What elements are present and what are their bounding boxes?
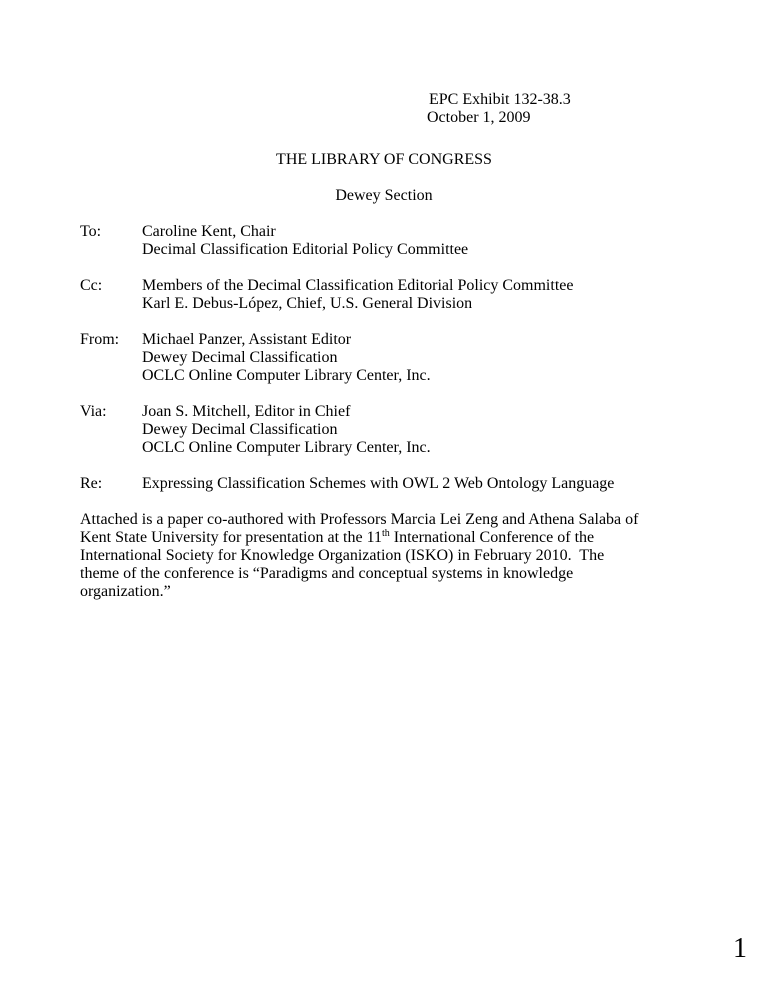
body-line [80,529,720,547]
body-line: International Society for Knowledge Organization (ISKO) in February 2010. The [80,547,605,564]
body-line: organization.” [80,583,171,600]
body-line: Attached is a paper co-authored with Professors Marcia Lei Zeng and Athena Salaba of [80,511,639,528]
page-number: 1 [733,933,747,964]
body-line: theme of the conference is “Paradigms and conceptual systems in knowledge [80,565,574,582]
via-label: Via: [80,403,107,420]
from-label: From: [80,331,120,348]
to-line: Caroline Kent, Chair [142,223,276,240]
to-line: Decimal Classification Editorial Policy Committee [142,241,469,258]
from-line: Dewey Decimal Classification [142,349,338,366]
from-line: Michael Panzer, Assistant Editor [142,331,352,348]
cc-line: Karl E. Debus-López, Chief, U.S. General Division [142,295,473,312]
section-title: Dewey Section [335,187,433,204]
exhibit-number: EPC Exhibit 132-38.3 [429,91,571,108]
body-paragraph [80,511,720,601]
memo-date: October 1, 2009 [427,109,531,126]
via-line: OCLC Online Computer Library Center, Inc. [142,439,431,456]
to-label: To: [80,223,102,240]
cc-line: Members of the Decimal Classification Editorial Policy Committee [142,277,574,294]
body-text: International Conference of the [389,529,595,546]
re-line: Expressing Classification Schemes with OWL 2 Web Ontology Language [142,475,615,492]
via-line: Dewey Decimal Classification [142,421,338,438]
body-text: Kent State University for presentation at the 11 [80,529,382,546]
organization-title: THE LIBRARY OF CONGRESS [276,151,492,168]
cc-label: Cc: [80,277,103,294]
from-line: OCLC Online Computer Library Center, Inc. [142,367,431,384]
via-line: Joan S. Mitchell, Editor in Chief [142,403,351,420]
re-label: Re: [80,475,103,492]
ordinal-suffix: th [382,528,390,539]
